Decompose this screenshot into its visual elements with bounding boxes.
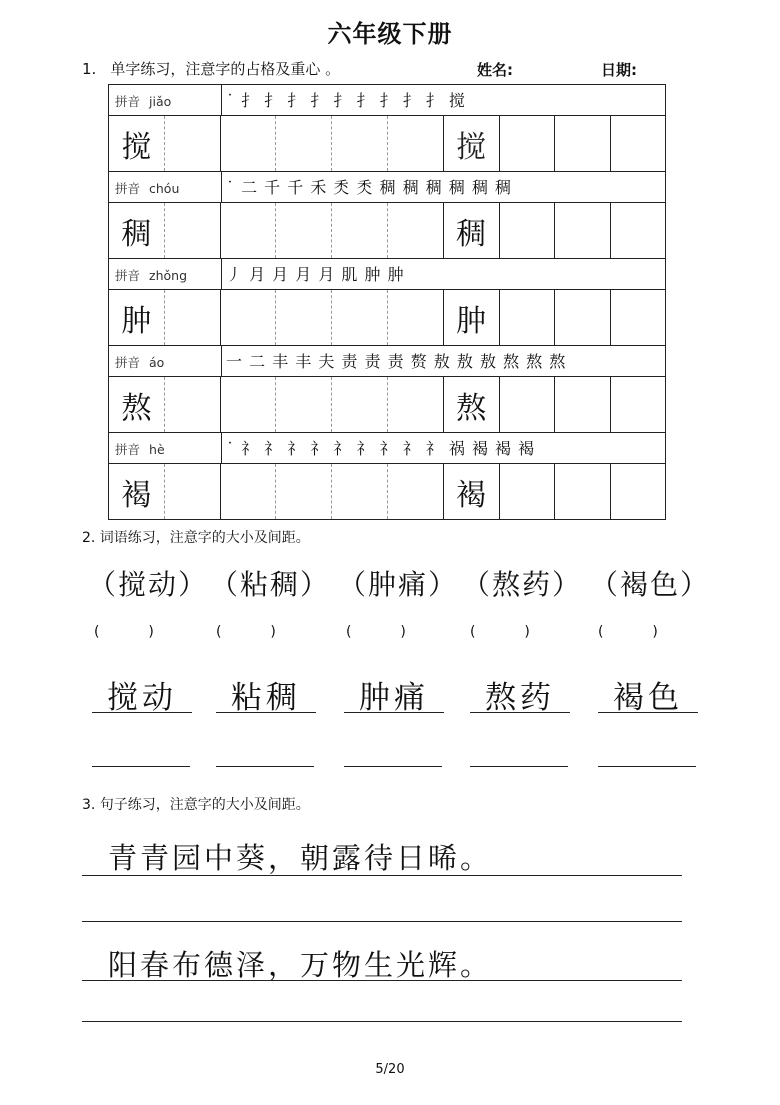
writing-cell[interactable] xyxy=(221,116,277,171)
model-cell xyxy=(109,203,165,258)
writing-cell[interactable] xyxy=(221,203,277,258)
pinyin-label: 拼音 xyxy=(115,268,141,283)
writing-cell[interactable] xyxy=(611,290,667,345)
writing-grid-row xyxy=(109,464,665,520)
character-practice-table xyxy=(108,84,666,520)
pinyin-label: 拼音 xyxy=(115,355,141,370)
writing-cell[interactable] xyxy=(388,290,444,345)
model-cell xyxy=(109,377,165,432)
writing-cell[interactable] xyxy=(388,116,444,171)
trace-word: 褐色 xyxy=(598,672,698,713)
writing-cell[interactable] xyxy=(332,203,388,258)
writing-cell[interactable] xyxy=(611,377,667,432)
writing-cell[interactable] xyxy=(332,290,388,345)
pinyin-row xyxy=(109,85,665,116)
writing-cell[interactable] xyxy=(221,464,277,519)
trace-character: 褐 xyxy=(456,478,487,513)
writing-cell[interactable] xyxy=(276,377,332,432)
writing-cell[interactable] xyxy=(388,464,444,519)
page-number: 5/20 xyxy=(375,1062,405,1077)
trace-character: 搅 xyxy=(456,130,487,165)
word-item: （粘稠） xyxy=(210,568,331,601)
writing-cell[interactable] xyxy=(332,464,388,519)
writing-cell[interactable] xyxy=(276,203,332,258)
model-character: 搅 xyxy=(121,130,152,165)
model-character: 稠 xyxy=(121,217,152,252)
sentence: 青青园中葵，朝露待日晞。 xyxy=(108,841,493,875)
writing-cell[interactable] xyxy=(165,377,221,432)
trace-cell xyxy=(444,203,500,258)
writing-cell[interactable] xyxy=(276,464,332,519)
writing-cell[interactable] xyxy=(165,290,221,345)
model-cell xyxy=(109,116,165,171)
pinyin: áo xyxy=(149,355,165,370)
model-cell xyxy=(109,464,165,519)
word-writing-line[interactable] xyxy=(344,766,442,767)
word-writing-line[interactable] xyxy=(598,766,696,767)
sentence-line xyxy=(82,980,682,981)
writing-grid-row xyxy=(109,203,665,259)
writing-cell[interactable] xyxy=(276,290,332,345)
writing-grid-row xyxy=(109,290,665,346)
writing-grid-row xyxy=(109,116,665,172)
page-title: 六年级下册 xyxy=(327,20,453,48)
pinyin: zhǒng xyxy=(149,268,188,283)
stroke-order: 一 二 丰 丰 夫 责 责 责 赘 敖 敖 敖 熬 熬 熬 xyxy=(226,352,567,371)
writing-cell[interactable] xyxy=(611,116,667,171)
word-item: （肿痛） xyxy=(338,568,459,601)
trace-word: 粘稠 xyxy=(216,672,316,713)
pinyin-row xyxy=(109,346,665,377)
writing-cell[interactable] xyxy=(500,116,556,171)
pinyin-label: 拼音 xyxy=(115,181,141,196)
name-label: 姓名: xyxy=(477,61,513,79)
trace-word: 搅动 xyxy=(92,672,192,713)
pinyin-blank[interactable]: ( ) xyxy=(598,624,658,640)
section1-instruction: 单字练习，注意字的占格及重心 。 xyxy=(110,60,341,78)
word-writing-line[interactable] xyxy=(92,766,190,767)
model-character: 熬 xyxy=(121,391,152,426)
pinyin-row xyxy=(109,259,665,290)
model-cell xyxy=(109,290,165,345)
model-character: 褐 xyxy=(121,478,152,513)
word-item: （熬药） xyxy=(462,568,583,601)
model-character: 肿 xyxy=(121,304,152,339)
writing-cell[interactable] xyxy=(500,290,556,345)
writing-cell[interactable] xyxy=(332,116,388,171)
section1-heading xyxy=(82,58,340,79)
trace-character: 肿 xyxy=(456,304,487,339)
writing-cell[interactable] xyxy=(555,116,611,171)
writing-cell[interactable] xyxy=(500,464,556,519)
word-item: （搅动） xyxy=(88,568,209,601)
writing-cell[interactable] xyxy=(165,116,221,171)
sentence-writing-line[interactable] xyxy=(82,921,682,922)
writing-cell[interactable] xyxy=(276,116,332,171)
pinyin-label: 拼音 xyxy=(115,94,141,109)
writing-cell[interactable] xyxy=(555,290,611,345)
writing-cell[interactable] xyxy=(555,203,611,258)
trace-cell xyxy=(444,377,500,432)
pinyin-blank[interactable]: ( ) xyxy=(470,624,530,640)
writing-cell[interactable] xyxy=(221,377,277,432)
pinyin: jiǎo xyxy=(149,94,172,109)
section3-heading: 3. 句子练习，注意字的大小及间距。 xyxy=(82,797,310,813)
pinyin-blank[interactable]: ( ) xyxy=(94,624,154,640)
sentence-writing-line[interactable] xyxy=(82,1021,682,1022)
pinyin-row xyxy=(109,433,665,464)
stroke-order: ˙ 礻 礻 礻 礻 礻 礻 礻 礻 礻 祸 褐 褐 褐 xyxy=(226,439,536,458)
writing-grid-row xyxy=(109,377,665,433)
pinyin-row xyxy=(109,172,665,203)
writing-cell[interactable] xyxy=(388,377,444,432)
writing-cell[interactable] xyxy=(500,377,556,432)
writing-cell[interactable] xyxy=(611,464,667,519)
pinyin: hè xyxy=(149,442,165,457)
pinyin-label: 拼音 xyxy=(115,442,141,457)
trace-cell xyxy=(444,464,500,519)
trace-cell xyxy=(444,116,500,171)
trace-word: 熬药 xyxy=(470,672,570,713)
writing-cell[interactable] xyxy=(500,203,556,258)
writing-cell[interactable] xyxy=(165,203,221,258)
sentence: 阳春布德泽，万物生光辉。 xyxy=(108,948,493,982)
stroke-order: ˙ 二 千 千 禾 秂 秂 稠 稠 稠 稠 稠 稠 xyxy=(226,178,513,197)
sentence-line xyxy=(82,875,682,876)
writing-cell[interactable] xyxy=(388,203,444,258)
section2-heading: 2. 词语练习，注意字的大小及间距。 xyxy=(82,530,310,546)
word-item: （褐色） xyxy=(590,568,711,601)
word-writing-line[interactable] xyxy=(216,766,314,767)
writing-cell[interactable] xyxy=(611,203,667,258)
writing-cell[interactable] xyxy=(221,290,277,345)
trace-character: 稠 xyxy=(456,217,487,252)
writing-cell[interactable] xyxy=(555,377,611,432)
stroke-order: ˙ 扌 扌 扌 扌 扌 扌 扌 扌 扌 搅 xyxy=(226,91,466,110)
pinyin-blank[interactable]: ( ) xyxy=(216,624,276,640)
writing-cell[interactable] xyxy=(332,377,388,432)
pinyin: chóu xyxy=(149,181,180,196)
trace-character: 熬 xyxy=(456,391,487,426)
section1-number: 1. xyxy=(82,60,97,78)
date-label: 日期: xyxy=(601,61,637,79)
writing-cell[interactable] xyxy=(165,464,221,519)
writing-cell[interactable] xyxy=(555,464,611,519)
pinyin-blank[interactable]: ( ) xyxy=(346,624,406,640)
stroke-order: 丿 月 月 月 月 肌 肿 肿 xyxy=(226,265,405,284)
word-writing-line[interactable] xyxy=(470,766,568,767)
trace-cell xyxy=(444,290,500,345)
trace-word: 肿痛 xyxy=(344,672,444,713)
